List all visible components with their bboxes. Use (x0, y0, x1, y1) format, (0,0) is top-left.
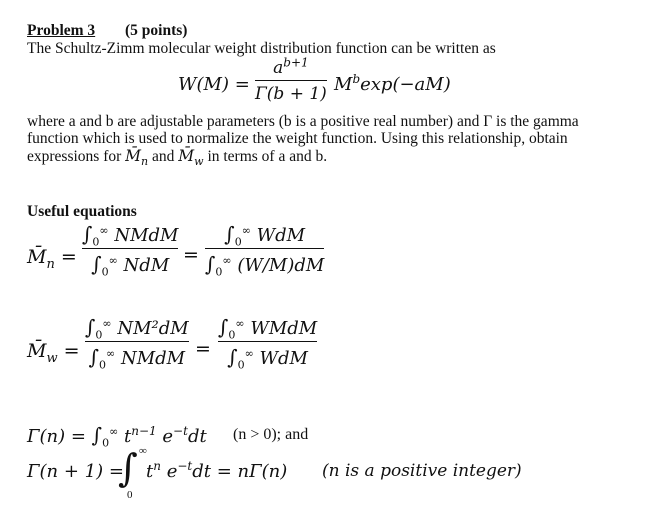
mn2-num-upper: ∞ (241, 224, 251, 237)
w-rhs-base: M (334, 74, 353, 95)
gamma1-t: t (124, 426, 132, 447)
w-lhs: W(M) = (178, 74, 250, 95)
mn1-num: NMdM (114, 225, 179, 246)
gamma2-integral: ∫ (118, 446, 138, 490)
gamma1-upper: ∞ (109, 425, 119, 438)
para-line-3-mid: and (152, 148, 175, 165)
mw1-den: NMdM (120, 348, 186, 369)
mw1-num: NM²dM (117, 318, 189, 339)
mw2-num-upper: ∞ (235, 317, 245, 330)
mn2-den-upper: ∞ (222, 254, 232, 267)
gamma2-e: e (166, 461, 178, 482)
mw1-num-lower: 0 (95, 328, 103, 342)
w-fraction (255, 55, 327, 104)
mw-lhs: $M̄_w$ = (27, 340, 80, 366)
para-line-3 (27, 147, 328, 169)
problem-title: Problem 3 (27, 22, 96, 39)
gamma1-dt: dt (187, 426, 207, 447)
mn1-den: NdM (123, 255, 170, 276)
mw-sub: w (46, 350, 58, 366)
gamma1-cond: (n > 0); and (233, 426, 309, 443)
useful-heading: Useful equations (27, 203, 137, 220)
w-rhs-sup: b (352, 72, 361, 86)
mn-label: M̄ (27, 246, 47, 268)
mn-frac-2: $\int_0^\infty$ WdM $\int_0^\infty$ (W/M)dM (205, 222, 325, 279)
gamma1-lower: 0 (102, 436, 110, 450)
mn-sub: n (46, 256, 55, 272)
w-rhs-tail: exp(−aM) (360, 74, 451, 95)
gamma2-cond: (n is a positive integer) (322, 461, 522, 481)
gamma2-body (146, 461, 287, 482)
para-line-1: where a and b are adjustable parameters (b is a positive real number) and Γ is the gamma (27, 113, 579, 130)
gamma1-lhs: Γ(n) = (27, 426, 86, 447)
mn-frac-1: $\int_0^\infty$ NMdM $\int_0^\infty$ NdM (82, 222, 179, 279)
mw-label: M̄ (27, 340, 47, 362)
mw2-den-upper: ∞ (244, 347, 254, 360)
para-line-3-pre: expressions for (27, 148, 122, 165)
mw2-den-lower: 0 (237, 358, 245, 372)
mw-equals-2: = (195, 338, 211, 360)
mw2-num: WMdM (250, 318, 318, 339)
mw1-den-lower: 0 (99, 358, 107, 372)
gamma2-rhs: dt = nΓ(n) (192, 461, 288, 482)
para-mn-sub: n (141, 155, 149, 169)
mn2-den-lower: 0 (215, 265, 223, 279)
mn-equals-2: = (183, 244, 199, 266)
gamma2-upper: ∞ (139, 445, 147, 457)
gamma2-t: t (146, 461, 154, 482)
para-line-3-post: in terms of a and b. (207, 148, 328, 165)
gamma1-line: $\Gamma(n) = \int_0^\infty$ $t^{n-1}$ $e^{-t}dt$ (27, 423, 207, 450)
w-den: Γ(b + 1) (255, 84, 327, 104)
para-mw-sub: w (194, 155, 204, 169)
w-num-sup: b+1 (283, 55, 309, 70)
w-rhs (334, 74, 451, 95)
gamma1-e: e (162, 426, 174, 447)
mn1-den-upper: ∞ (108, 254, 118, 267)
mn2-num: WdM (256, 225, 306, 246)
mn1-num-lower: 0 (92, 235, 100, 249)
intro-text: The Schultz-Zimm molecular weight distribution function can be written as (27, 40, 496, 57)
para-mw: M̄ (178, 147, 195, 165)
mn2-num-lower: 0 (234, 235, 242, 249)
mn1-num-upper: ∞ (99, 224, 109, 237)
mn-lhs: $M̄_n$ = (27, 246, 77, 272)
w-num: a (273, 58, 284, 78)
mw-frac-1: $\int_0^\infty$ NM²dM $\int_0^\infty$ NMdM (85, 315, 189, 372)
problem-points: (5 points) (125, 22, 188, 39)
mw-frac-2: $\int_0^\infty$ WMdM $\int_0^\infty$ WdM (218, 315, 318, 372)
mw1-den-upper: ∞ (106, 347, 116, 360)
gamma1-sup1: n−1 (131, 424, 157, 438)
mn1-den-lower: 0 (101, 265, 109, 279)
mw2-den: WdM (259, 348, 308, 369)
gamma2-lhs: Γ(n + 1) = (27, 461, 124, 482)
gamma2-sup2: −t (177, 459, 193, 473)
mw2-num-lower: 0 (228, 328, 236, 342)
para-mn: M̄ (125, 147, 142, 165)
para-line-2: function which is used to normalize the weight function. Using this relationship, obtain (27, 130, 568, 147)
gamma1-sup2: −t (173, 424, 188, 438)
gamma2-lower: 0 (127, 489, 133, 501)
gamma2-sup1: n (153, 459, 161, 473)
mw1-num-upper: ∞ (102, 317, 112, 330)
mn2-den: (W/M)dM (237, 255, 325, 276)
